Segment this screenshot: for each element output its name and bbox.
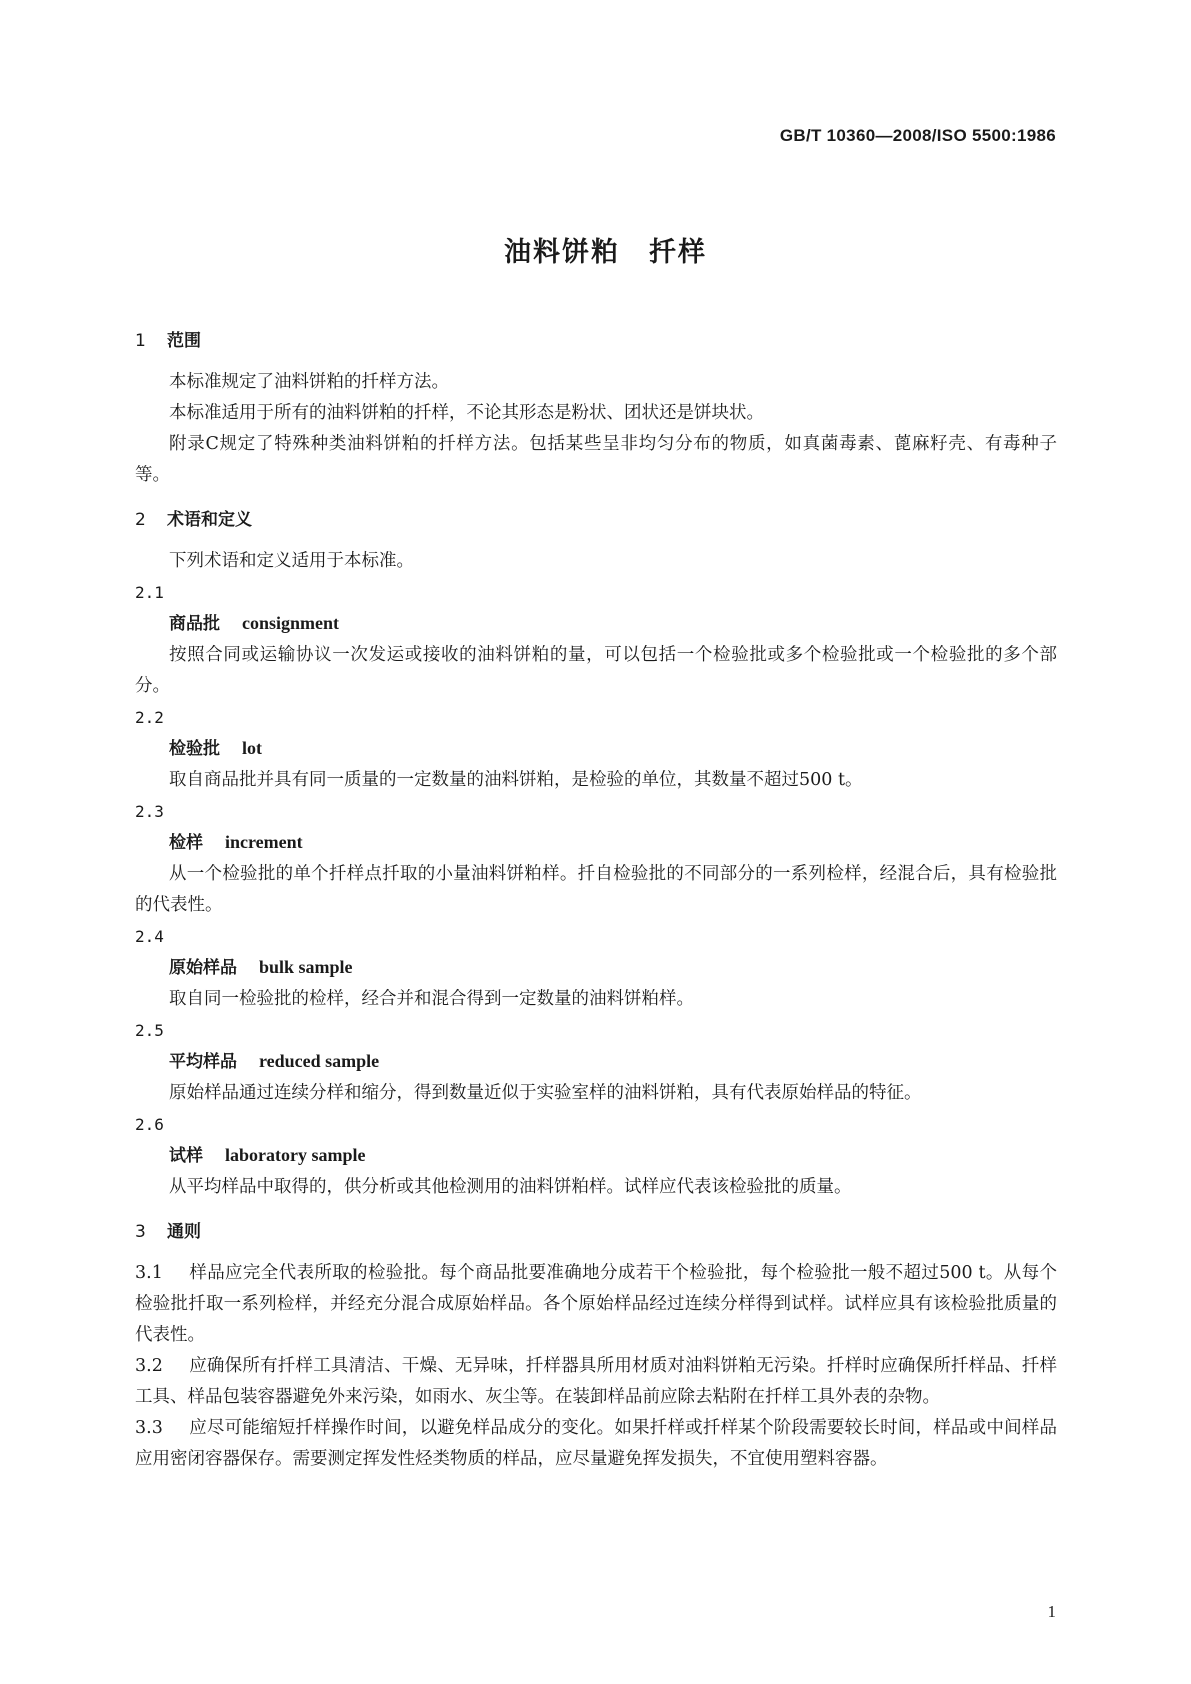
section-number: 2	[135, 510, 146, 530]
clause-number: 3.1	[135, 1263, 163, 1283]
clause-text: 应确保所有扦样工具清洁、干燥、无异味，扦样器具所用材质对油料饼粕无污染。扦样时应确保所扦样品、扦样工具、样品包装容器避免外来污染，如雨水、灰尘等。在装卸样品前应除去粘附在扦样工具外表的杂物。	[135, 1356, 1057, 1407]
term-number: 2.5	[135, 1021, 164, 1040]
clause	[135, 1258, 1057, 1351]
term-definition: 取自同一检验批的检样，经合并和混合得到一定数量的油料饼粕样。	[169, 989, 694, 1009]
term-chinese: 平均样品	[169, 1052, 237, 1072]
term-entry	[135, 827, 1057, 859]
section-title: 范围	[167, 331, 201, 351]
term-chinese: 检样	[169, 833, 203, 853]
clause	[135, 1413, 1057, 1475]
clause-text: 样品应完全代表所取的检验批。每个商品批要准确地分成若干个检验批，每个检验批一般不超过500 t。从每个检验批扦取一系列检样，并经充分混合成原始样品。各个原始样品经过连续分样得到试样。试样应具有该检验批质量的代表性。	[135, 1263, 1057, 1345]
term-entry	[135, 1140, 1057, 1172]
term-english: increment	[225, 832, 303, 852]
document-title: 油料饼粕 扦样	[504, 237, 707, 268]
clause-number: 3.3	[135, 1418, 163, 1438]
section-heading-general	[135, 1217, 1057, 1248]
document-body	[135, 326, 1057, 1475]
section-title: 通则	[167, 1222, 201, 1242]
term-english: lot	[242, 738, 262, 758]
term-number: 2.1	[135, 583, 164, 602]
section-heading-terms	[135, 505, 1057, 536]
section-heading-scope	[135, 326, 1057, 357]
term-number: 2.3	[135, 802, 164, 821]
term-entry	[135, 608, 1057, 640]
term-entry	[135, 733, 1057, 765]
term-english: consignment	[242, 613, 340, 633]
page-number: 1	[1047, 1602, 1056, 1621]
term-definition: 从一个检验批的单个扦样点扦取的小量油料饼粕样。扦自检验批的不同部分的一系列检样，经混合后，具有检验批的代表性。	[135, 864, 1057, 915]
term-english: bulk sample	[259, 957, 353, 977]
section-number: 3	[135, 1222, 146, 1242]
term-definition: 从平均样品中取得的，供分析或其他检测用的油料饼粕样。试样应代表该检验批的质量。	[169, 1177, 852, 1197]
term-number: 2.4	[135, 927, 164, 946]
term-chinese: 试样	[169, 1146, 203, 1166]
paragraph: 本标准规定了油料饼粕的扦样方法。	[169, 372, 449, 392]
term-definition: 按照合同或运输协议一次发运或接收的油料饼粕的量，可以包括一个检验批或多个检验批或一个检验批的多个部分。	[135, 645, 1057, 696]
section-title: 术语和定义	[167, 510, 252, 530]
paragraph: 本标准适用于所有的油料饼粕的扦样，不论其形态是粉状、团状还是饼块状。	[169, 403, 764, 423]
term-english: reduced sample	[259, 1051, 380, 1071]
term-chinese: 原始样品	[169, 958, 237, 978]
term-number: 2.6	[135, 1115, 164, 1134]
term-chinese: 检验批	[169, 739, 220, 759]
paragraph: 附录C规定了特殊种类油料饼粕的扦样方法。包括某些呈非均匀分布的物质，如真菌毒素、蓖麻籽壳、有毒种子等。	[135, 434, 1057, 485]
clause-text: 应尽可能缩短扦样操作时间，以避免样品成分的变化。如果扦样或扦样某个阶段需要较长时间，样品或中间样品应用密闭容器保存。需要测定挥发性烃类物质的样品，应尽量避免挥发损失，不宜使用塑料容器。	[135, 1418, 1057, 1469]
term-entry	[135, 1046, 1057, 1078]
term-definition: 取自商品批并具有同一质量的一定数量的油料饼粕，是检验的单位，其数量不超过500 t。	[169, 770, 863, 790]
clause	[135, 1351, 1057, 1413]
term-number: 2.2	[135, 708, 164, 727]
term-definition: 原始样品通过连续分样和缩分，得到数量近似于实验室样的油料饼粕，具有代表原始样品的特征。	[169, 1083, 922, 1103]
section-number: 1	[135, 331, 146, 351]
clause-number: 3.2	[135, 1356, 163, 1376]
paragraph: 下列术语和定义适用于本标准。	[169, 551, 414, 571]
term-chinese: 商品批	[169, 614, 220, 634]
standard-code: GB/T 10360—2008/ISO 5500:1986	[779, 126, 1056, 145]
term-entry	[135, 952, 1057, 984]
term-english: laboratory sample	[225, 1145, 366, 1165]
